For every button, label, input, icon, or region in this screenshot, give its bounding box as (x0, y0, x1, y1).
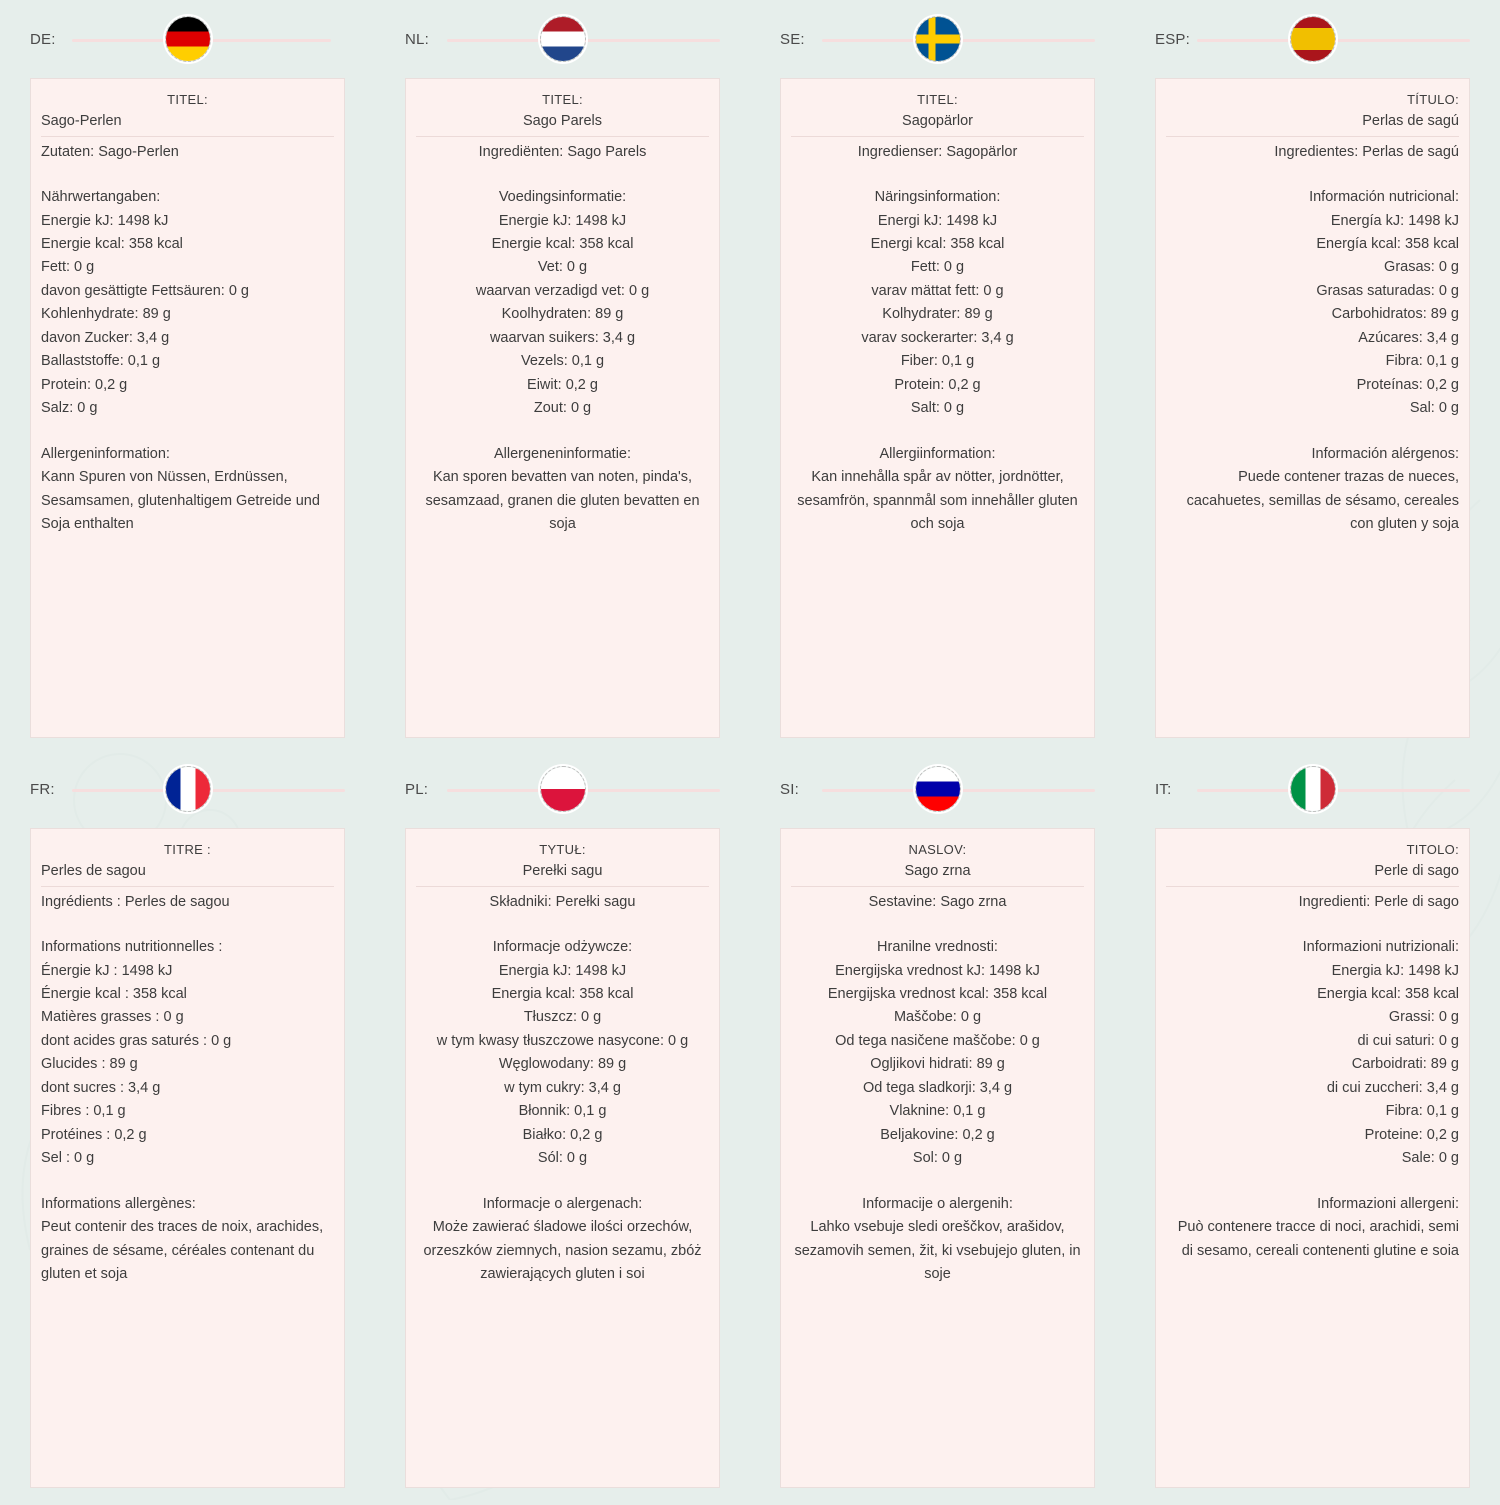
nutrition-list (791, 210, 1084, 421)
title-label: TITEL: (167, 92, 208, 107)
title-label: TYTUŁ: (539, 842, 586, 857)
title-block (791, 89, 1084, 137)
ingredients-line: Sestavine: Sago zrna (868, 893, 1007, 910)
nutrition-line: Grasas saturadas: 0 g (1316, 282, 1459, 299)
ingredients-line: Ingrédients : Perles de sagou (41, 893, 230, 910)
allergen-text: Puede contener trazas de nueces, cacahuetes, semillas de sésamo, cereales con gluten y soja (1186, 469, 1459, 533)
nutrition-line: Ballaststoffe: 0,1 g (41, 353, 161, 370)
body-block (1166, 141, 1459, 537)
title-block (41, 839, 334, 887)
allergen-text: Kan innehålla spår av nötter, jordnötter, sesamfrön, spannmål som innehåller gluten och soja (797, 469, 1078, 533)
nutrition-heading: Información nutricional: (1309, 189, 1459, 206)
title-label: TITOLO: (1406, 842, 1459, 857)
spacer (791, 914, 1084, 936)
nutrition-line: Błonnik: 0,1 g (518, 1103, 607, 1120)
nutrition-line: Glucides : 89 g (41, 1056, 138, 1073)
nutrition-line: davon gesättigte Fettsäuren: 0 g (41, 282, 249, 299)
allergen-text: Può contenere tracce di noci, arachidi, semi di sesamo, cereali contenenti glutine e soia (1177, 1219, 1459, 1259)
body-block (416, 891, 709, 1287)
spacer (416, 164, 709, 186)
title-value: Sago Parels (523, 113, 602, 130)
nutrition-line: di cui saturi: 0 g (1357, 1032, 1459, 1049)
nutrition-line: waarvan suikers: 3,4 g (489, 329, 636, 346)
language-header-nl (405, 0, 720, 78)
nutrition-line: Vlaknine: 0,1 g (889, 1103, 986, 1120)
nutrition-line: Od tega nasičene maščobe: 0 g (835, 1032, 1040, 1049)
nutrition-heading: Voedingsinformatie: (498, 189, 627, 206)
spacer (1166, 164, 1459, 186)
nutrition-line: Sol: 0 g (912, 1150, 963, 1167)
language-code-label: SE: (780, 30, 805, 48)
nutrition-list (416, 960, 709, 1171)
language-header-it (1155, 750, 1470, 828)
nutrition-line: Energi kcal: 358 kcal (870, 235, 1005, 252)
language-code-label: NL: (405, 30, 429, 48)
spacer (791, 164, 1084, 186)
language-header-pl (405, 750, 720, 828)
spacer (1166, 914, 1459, 936)
title-value: Sagopärlor (902, 113, 973, 130)
spacer (1166, 1171, 1459, 1193)
nutrition-line: di cui zuccheri: 3,4 g (1326, 1079, 1459, 1096)
nutrition-line: Azúcares: 3,4 g (1358, 329, 1459, 346)
nutrition-line: Protein: 0,2 g (894, 376, 981, 393)
title-value: Perle di sago (1374, 863, 1459, 880)
flag-spain-icon (1290, 16, 1336, 62)
language-code-label: FR: (30, 780, 55, 798)
nutrition-line: Fibres : 0,1 g (41, 1103, 126, 1120)
nutrition-line: Fett: 0 g (41, 259, 95, 276)
title-label: TÍTULO: (1407, 92, 1459, 107)
nutrition-line: Węglowodany: 89 g (498, 1056, 627, 1073)
language-cell-si (750, 750, 1125, 1500)
spacer (41, 914, 334, 936)
allergen-text: Może zawierać śladowe ilości orzechów, orzeszków ziemnych, nasion sezamu, zbóż zawierających gluten i soi (423, 1219, 702, 1283)
spacer (416, 421, 709, 443)
info-panel-si (780, 828, 1095, 1488)
flag-poland-icon (540, 766, 586, 812)
nutrition-line: Grasas: 0 g (1384, 259, 1459, 276)
nutrition-line: davon Zucker: 3,4 g (41, 329, 170, 346)
allergen-heading: Allergeninformation: (41, 445, 170, 462)
language-cell-pl (375, 750, 750, 1500)
title-block (41, 89, 334, 137)
nutrition-heading: Informazioni nutrizionali: (1302, 939, 1459, 956)
body-block (791, 891, 1084, 1287)
nutrition-list (416, 210, 709, 421)
title-block (1166, 839, 1459, 887)
language-header-si (780, 750, 1095, 828)
nutrition-list (1166, 960, 1459, 1171)
title-value: Perlas de sagú (1362, 113, 1459, 130)
nutrition-line: Zout: 0 g (533, 400, 592, 417)
info-panel-fr (30, 828, 345, 1488)
nutrition-line: Ogljikovi hidrati: 89 g (870, 1056, 1005, 1073)
allergen-text: Peut contenir des traces de noix, arachides, graines de sésame, céréales contenant du gluten et soja (41, 1219, 324, 1283)
body-block (416, 141, 709, 537)
ingredients-line: Zutaten: Sago-Perlen (41, 143, 179, 160)
nutrition-line: varav mättat fett: 0 g (871, 282, 1004, 299)
title-label: NASLOV: (908, 842, 967, 857)
nutrition-line: w tym cukry: 3,4 g (504, 1079, 621, 1096)
title-block (1166, 89, 1459, 137)
nutrition-line: Tłuszcz: 0 g (523, 1009, 602, 1026)
language-header-se (780, 0, 1095, 78)
ingredients-line: Składniki: Perełki sagu (489, 893, 636, 910)
body-block (791, 141, 1084, 537)
spacer (791, 421, 1084, 443)
title-block (416, 839, 709, 887)
language-cell-fr (0, 750, 375, 1500)
title-value: Sago zrna (904, 863, 971, 880)
nutrition-line: Energie kJ: 1498 kJ (498, 212, 627, 229)
language-code-label: ESP: (1155, 30, 1190, 48)
nutrition-line: Energía kcal: 358 kcal (1316, 235, 1459, 252)
nutrition-heading: Informations nutritionnelles : (41, 939, 223, 956)
nutrition-line: waarvan verzadigd vet: 0 g (475, 282, 650, 299)
nutrition-line: Białko: 0,2 g (522, 1126, 603, 1143)
nutrition-line: Fibra: 0,1 g (1385, 1103, 1459, 1120)
nutrition-line: Energia kcal: 358 kcal (491, 985, 634, 1002)
nutrition-line: Protéines : 0,2 g (41, 1126, 147, 1143)
nutrition-line: Salt: 0 g (910, 400, 965, 417)
spacer (41, 164, 334, 186)
nutrition-line: Fibra: 0,1 g (1385, 353, 1459, 370)
ingredients-line: Ingredienser: Sagopärlor (857, 143, 1018, 160)
nutrition-line: Salz: 0 g (41, 400, 98, 417)
nutrition-list (791, 960, 1084, 1171)
language-code-label: SI: (780, 780, 799, 798)
nutrition-line: Eiwit: 0,2 g (527, 376, 598, 393)
nutrition-line: Proteínas: 0,2 g (1356, 376, 1459, 393)
nutrition-line: Energie kcal: 358 kcal (41, 235, 183, 252)
ingredients-line: Ingredienti: Perle di sago (1298, 893, 1459, 910)
title-block (416, 89, 709, 137)
allergen-heading: Informacije o alergenih: (862, 1195, 1013, 1212)
nutrition-line: varav sockerarter: 3,4 g (861, 329, 1014, 346)
nutrition-line: Beljakovine: 0,2 g (880, 1126, 995, 1143)
title-label: TITEL: (542, 92, 583, 107)
nutrition-list (1166, 210, 1459, 421)
nutrition-list (41, 960, 334, 1171)
body-block (1166, 891, 1459, 1264)
nutrition-heading: Hranilne vrednosti: (877, 939, 998, 956)
nutrition-line: Maščobe: 0 g (893, 1009, 982, 1026)
nutrition-line: Fett: 0 g (910, 259, 965, 276)
flag-netherlands-icon (540, 16, 586, 62)
allergen-text: Kann Spuren von Nüssen, Erdnüssen, Sesamsamen, glutenhaltigem Getreide und Soja enthalten (41, 469, 320, 533)
nutrition-line: Energia kJ: 1498 kJ (498, 962, 627, 979)
flag-france-icon (165, 766, 211, 812)
nutrition-line: Energia kcal: 358 kcal (1317, 985, 1459, 1002)
spacer (1166, 421, 1459, 443)
language-cell-it (1125, 750, 1500, 1500)
nutrition-line: Energijska vrednost kcal: 358 kcal (827, 985, 1048, 1002)
language-code-label: DE: (30, 30, 56, 48)
flag-italy-icon (1290, 766, 1336, 812)
flag-slovenia-icon (915, 766, 961, 812)
nutrition-line: Energie kcal: 358 kcal (491, 235, 634, 252)
spacer (41, 421, 334, 443)
nutrition-line: Carboidrati: 89 g (1351, 1056, 1459, 1073)
title-label: TITRE : (164, 842, 211, 857)
nutrition-line: Energía kJ: 1498 kJ (1330, 212, 1459, 229)
allergen-heading: Allergeneninformatie: (493, 445, 632, 462)
nutrition-line: Kolhydrater: 89 g (882, 306, 993, 323)
nutrition-line: Kohlenhydrate: 89 g (41, 306, 171, 323)
allergen-heading: Informations allergènes: (41, 1195, 196, 1212)
flag-sweden-icon (915, 16, 961, 62)
language-cell-nl (375, 0, 750, 750)
flag-germany-icon (165, 16, 211, 62)
allergen-heading: Informazioni allergeni: (1317, 1195, 1459, 1212)
language-header-fr (30, 750, 345, 828)
nutrition-line: Protein: 0,2 g (41, 376, 128, 393)
nutrition-line: Grassi: 0 g (1388, 1009, 1459, 1026)
info-panel-esp (1155, 78, 1470, 738)
nutrition-line: dont acides gras saturés : 0 g (41, 1032, 232, 1049)
nutrition-line: Proteine: 0,2 g (1364, 1126, 1459, 1143)
spacer (416, 914, 709, 936)
ingredients-line: Ingredientes: Perlas de sagú (1274, 143, 1459, 160)
nutrition-line: Sól: 0 g (537, 1150, 588, 1167)
spacer (791, 1171, 1084, 1193)
title-value: Perełki sagu (522, 863, 603, 880)
body-block (41, 891, 334, 1287)
allergen-heading: Información alérgenos: (1311, 445, 1459, 462)
nutrition-heading: Näringsinformation: (874, 189, 1001, 206)
nutrition-line: dont sucres : 3,4 g (41, 1079, 161, 1096)
nutrition-line: Vet: 0 g (537, 259, 588, 276)
language-header-esp (1155, 0, 1470, 78)
nutrition-line: Sel : 0 g (41, 1150, 95, 1167)
language-cell-se (750, 0, 1125, 750)
ingredients-line: Ingrediënten: Sago Parels (478, 143, 647, 160)
language-cell-esp (1125, 0, 1500, 750)
nutrition-line: Energi kJ: 1498 kJ (877, 212, 998, 229)
info-panel-it (1155, 828, 1470, 1488)
spacer (41, 1171, 334, 1193)
allergen-heading: Allergiinformation: (879, 445, 996, 462)
language-code-label: IT: (1155, 780, 1172, 798)
nutrition-line: Energia kJ: 1498 kJ (1331, 962, 1459, 979)
nutrition-heading: Informacje odżywcze: (492, 939, 633, 956)
nutrition-heading: Nährwertangaben: (41, 189, 161, 206)
language-cell-de (0, 0, 375, 750)
nutrition-line: w tym kwasy tłuszczowe nasycone: 0 g (436, 1032, 689, 1049)
nutrition-line: Énergie kcal : 358 kcal (41, 985, 187, 1002)
nutrition-list (41, 210, 334, 421)
nutrition-line: Matières grasses : 0 g (41, 1009, 184, 1026)
language-code-label: PL: (405, 780, 429, 798)
nutrition-line: Sal: 0 g (1409, 400, 1459, 417)
nutrition-line: Koolhydraten: 89 g (501, 306, 624, 323)
body-block (41, 141, 334, 537)
title-label: TITEL: (917, 92, 958, 107)
nutrition-line: Vezels: 0,1 g (520, 353, 605, 370)
nutrition-line: Fiber: 0,1 g (900, 353, 975, 370)
info-panel-pl (405, 828, 720, 1488)
info-panel-nl (405, 78, 720, 738)
nutrition-line: Carbohidratos: 89 g (1331, 306, 1459, 323)
nutrition-line: Énergie kJ : 1498 kJ (41, 962, 173, 979)
title-value: Sago-Perlen (41, 113, 122, 130)
allergen-heading: Informacje o alergenach: (482, 1195, 643, 1212)
title-block (791, 839, 1084, 887)
info-panel-de (30, 78, 345, 738)
nutrition-line: Sale: 0 g (1401, 1150, 1459, 1167)
nutrition-line: Energijska vrednost kJ: 1498 kJ (835, 962, 1040, 979)
title-value: Perles de sagou (41, 863, 146, 880)
nutrition-line: Od tega sladkorji: 3,4 g (862, 1079, 1013, 1096)
language-header-de (30, 0, 345, 78)
info-panel-se (780, 78, 1095, 738)
allergen-text: Lahko vsebuje sledi oreščkov, arašidov, sezamovih semen, žit, ki vsebujejo gluten, in soje (794, 1219, 1081, 1283)
allergen-text: Kan sporen bevatten van noten, pinda's, sesamzaad, granen die gluten bevatten en soja (425, 469, 700, 533)
nutrition-line: Energie kJ: 1498 kJ (41, 212, 169, 229)
spacer (416, 1171, 709, 1193)
